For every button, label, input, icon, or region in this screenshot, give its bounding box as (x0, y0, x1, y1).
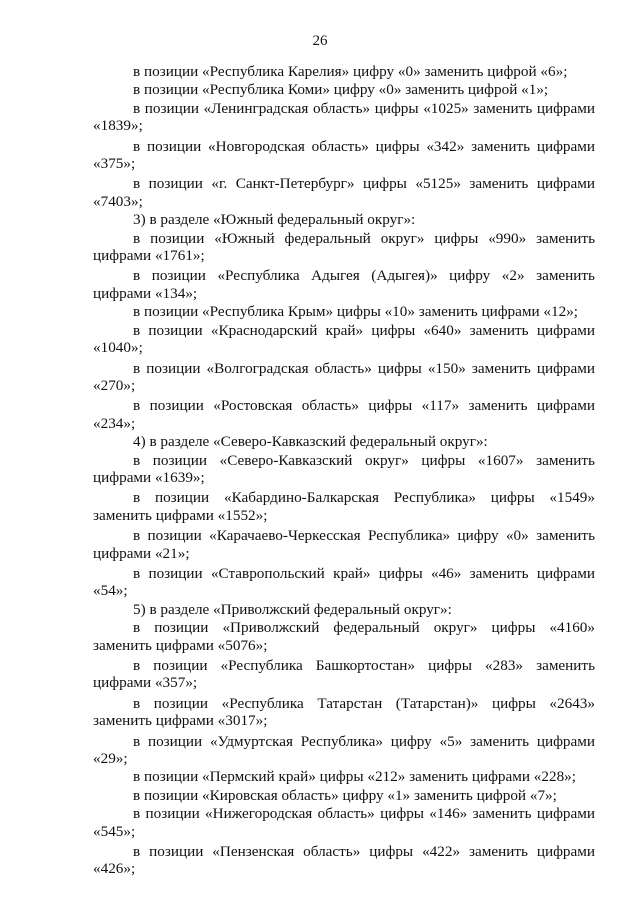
paragraph: в позиции «Пензенская область» цифры «422» заменить цифрами «426»; (93, 843, 595, 878)
paragraph: в позиции «Республика Карелия» цифру «0» заменить цифрой «6»; (133, 63, 568, 80)
paragraph: в позиции «г. Санкт-Петербург» цифры «5125» заменить цифрами «7403»; (93, 175, 595, 210)
paragraph: в позиции «Краснодарский край» цифры «640» заменить цифрами «1040»; (93, 321, 595, 357)
paragraph: в позиции «Пермский край» цифры «212» заменить цифрами «228»; (133, 768, 576, 786)
paragraph: в позиции «Карачаево-Черкесская Республика» цифру «0» заменить цифрами «21»; (93, 527, 595, 562)
paragraph: в позиции «Республика Татарстан (Татарстан)» цифры «2643» заменить цифрами «3017»; (93, 694, 595, 730)
paragraph: в позиции «Волгоградская область» цифры «150» заменить цифрами «270»; (93, 359, 595, 394)
paragraph: в позиции «Кабардино-Балкарская Республика» цифры «1549» заменить цифрами «1552»; (93, 489, 595, 524)
paragraph: в позиции «Нижегородская область» цифры «146» заменить цифрами «545»; (93, 805, 595, 840)
section-heading: 3) в разделе «Южный федеральный округ»: (133, 211, 416, 229)
page-number: 26 (312, 33, 328, 49)
paragraph: в позиции «Северо-Кавказский округ» цифры «1607» заменить цифрами «1639»; (93, 451, 595, 486)
paragraph: в позиции «Ставропольский край» цифры «46» заменить цифрами «54»; (93, 564, 595, 600)
paragraph: в позиции «Новгородская область» цифры «342» заменить цифрами «375»; (93, 137, 595, 173)
paragraph: в позиции «Республика Коми» цифру «0» заменить цифрой «1»; (133, 81, 549, 99)
paragraph: в позиции «Республика Башкортостан» цифры «283» заменить цифрами «357»; (93, 657, 595, 692)
paragraph: в позиции «Южный федеральный округ» цифры «990» заменить цифрами «1761»; (93, 229, 595, 265)
section-heading: 4) в разделе «Северо-Кавказский федеральный округ»: (133, 433, 488, 451)
section-heading: 5) в разделе «Приволжский федеральный округ»: (133, 600, 452, 618)
paragraph: в позиции «Республика Адыгея (Адыгея)» цифру «2» заменить цифрами «134»; (93, 267, 595, 302)
paragraph: в позиции «Удмуртская Республика» цифру «5» заменить цифрами «29»; (93, 732, 595, 768)
paragraph: в позиции «Ростовская область» цифры «117» заменить цифрами «234»; (93, 397, 595, 432)
paragraph: в позиции «Ленинградская область» цифры «1025» заменить цифрами «1839»; (93, 99, 595, 135)
paragraph: в позиции «Республика Крым» цифры «10» заменить цифрами «12»; (133, 303, 579, 321)
document-body (93, 63, 595, 878)
paragraph: в позиции «Кировская область» цифру «1» заменить цифрой «7»; (133, 786, 557, 804)
paragraph: в позиции «Приволжский федеральный округ» цифры «4160» заменить цифрами «5076»; (93, 619, 595, 654)
